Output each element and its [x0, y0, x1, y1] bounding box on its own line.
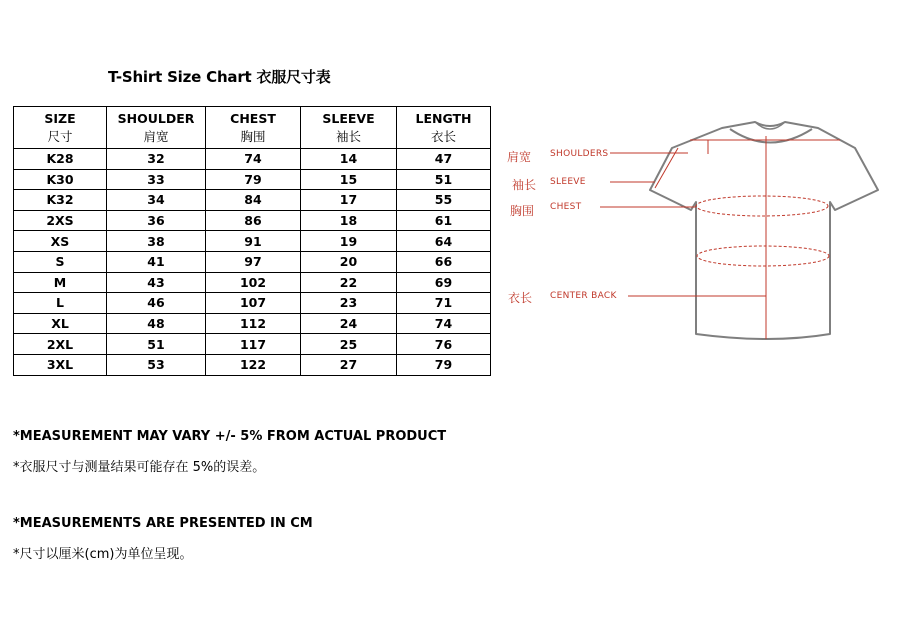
table-cell: XS	[14, 231, 107, 252]
table-cell: 51	[397, 169, 491, 190]
table-cell: 74	[397, 313, 491, 334]
table-cell: 53	[107, 354, 206, 375]
table-cell: M	[14, 272, 107, 293]
table-cell: S	[14, 251, 107, 272]
table-cell: 55	[397, 190, 491, 211]
table-row	[14, 190, 491, 211]
header-size: SIZE 尺寸	[14, 107, 107, 149]
table-row	[14, 354, 491, 375]
label-shoulders-cn: 肩宽	[507, 150, 532, 164]
note-units-en: *MEASUREMENTS ARE PRESENTED IN CM	[13, 516, 313, 531]
table-row	[14, 313, 491, 334]
table-cell: 24	[301, 313, 397, 334]
table-cell: 33	[107, 169, 206, 190]
header-length: LENGTH 衣长	[397, 107, 491, 149]
table-cell: 38	[107, 231, 206, 252]
table-cell: 66	[397, 251, 491, 272]
tshirt-measurement-diagram	[500, 118, 890, 348]
label-sleeve-en: SLEEVE	[550, 177, 586, 187]
label-sleeve-cn: 袖长	[512, 178, 537, 192]
header-shoulder: SHOULDER 肩宽	[107, 107, 206, 149]
table-cell: 2XS	[14, 210, 107, 231]
table-cell: 23	[301, 293, 397, 314]
label-length-en: CENTER BACK	[550, 291, 617, 301]
table-cell: 117	[206, 334, 301, 355]
table-row	[14, 293, 491, 314]
table-cell: K32	[14, 190, 107, 211]
table-cell: 19	[301, 231, 397, 252]
header-chest: CHEST 胸围	[206, 107, 301, 149]
table-row	[14, 210, 491, 231]
label-chest-en: CHEST	[550, 202, 582, 212]
table-cell: 69	[397, 272, 491, 293]
table-cell: 71	[397, 293, 491, 314]
table-row	[14, 272, 491, 293]
table-cell: 102	[206, 272, 301, 293]
table-cell: K28	[14, 149, 107, 170]
table-cell: 84	[206, 190, 301, 211]
label-shoulders-en: SHOULDERS	[550, 149, 609, 159]
label-chest-cn: 胸围	[510, 204, 535, 218]
table-cell: 2XL	[14, 334, 107, 355]
table-cell: 20	[301, 251, 397, 272]
page-title: T-Shirt Size Chart 衣服尺寸表	[108, 68, 331, 86]
table-cell: 34	[107, 190, 206, 211]
table-cell: 97	[206, 251, 301, 272]
table-row	[14, 149, 491, 170]
table-cell: 51	[107, 334, 206, 355]
table-cell: 47	[397, 149, 491, 170]
table-cell: 74	[206, 149, 301, 170]
table-cell: XL	[14, 313, 107, 334]
table-cell: 41	[107, 251, 206, 272]
table-cell: 64	[397, 231, 491, 252]
table-cell: 91	[206, 231, 301, 252]
table-cell: K30	[14, 169, 107, 190]
table-cell: L	[14, 293, 107, 314]
table-cell: 79	[397, 354, 491, 375]
table-cell: 46	[107, 293, 206, 314]
table-cell: 27	[301, 354, 397, 375]
table-cell: 61	[397, 210, 491, 231]
table-cell: 25	[301, 334, 397, 355]
header-sleeve: SLEEVE 袖长	[301, 107, 397, 149]
table-cell: 22	[301, 272, 397, 293]
table-cell: 3XL	[14, 354, 107, 375]
table-row	[14, 169, 491, 190]
table-cell: 76	[397, 334, 491, 355]
table-cell: 86	[206, 210, 301, 231]
table-cell: 122	[206, 354, 301, 375]
table-cell: 48	[107, 313, 206, 334]
table-body	[14, 149, 491, 376]
note-variance-cn: *衣服尺寸与测量结果可能存在 5%的误差。	[13, 460, 266, 475]
table-cell: 18	[301, 210, 397, 231]
note-variance-en: *MEASUREMENT MAY VARY +/- 5% FROM ACTUAL PRODUCT	[13, 429, 447, 444]
table-cell: 15	[301, 169, 397, 190]
table-header-row	[14, 107, 491, 149]
table-row	[14, 231, 491, 252]
table-cell: 17	[301, 190, 397, 211]
table-cell: 36	[107, 210, 206, 231]
label-length-cn: 衣长	[508, 291, 533, 305]
size-table	[13, 106, 491, 376]
table-cell: 79	[206, 169, 301, 190]
table-cell: 107	[206, 293, 301, 314]
table-cell: 112	[206, 313, 301, 334]
table-cell: 43	[107, 272, 206, 293]
table-row	[14, 334, 491, 355]
table-cell: 14	[301, 149, 397, 170]
note-units-cn: *尺寸以厘米(cm)为单位呈现。	[13, 547, 193, 562]
table-cell: 32	[107, 149, 206, 170]
table-row	[14, 251, 491, 272]
